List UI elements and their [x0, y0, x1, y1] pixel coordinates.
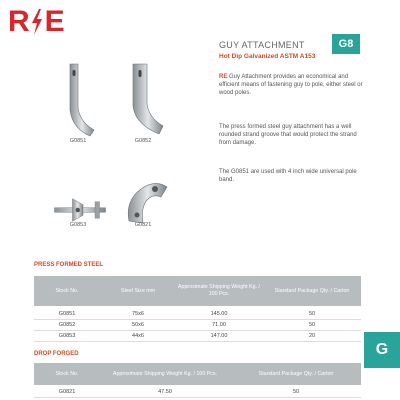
- cell-weight: 147.00: [210, 333, 228, 339]
- chapter-side-tab: G: [364, 332, 400, 368]
- table-header-drop-forged: [34, 363, 361, 385]
- column-header-package: Standard Package Qty. / Carton: [274, 287, 350, 294]
- column-header-weight: Approximate Shipping Weight Kg. / 100 Pcs.: [177, 284, 261, 297]
- table-row: [34, 309, 361, 320]
- section-title-press-formed: PRESS FORMED STEEL: [34, 262, 104, 268]
- cell-stock: G0851: [58, 311, 76, 317]
- cell-weight: 145.00: [210, 311, 228, 317]
- brand-inline: RE: [219, 74, 228, 80]
- description-paragraph-1: [219, 73, 369, 97]
- cell-stock: G0853: [58, 333, 76, 339]
- cell-size: 50x6: [132, 322, 144, 328]
- guy-attachment-g0852-image: [115, 58, 175, 138]
- cell-stock: G0852: [58, 322, 76, 328]
- description-paragraph-3: The G0851 are used with 4 inch wide universal pole band.: [219, 169, 357, 183]
- column-header-stock: Stock No.: [55, 370, 79, 377]
- cell-stock: G0821: [58, 389, 76, 395]
- cell-size: 75x6: [132, 311, 144, 317]
- product-label-g0821: G0821: [134, 222, 152, 228]
- page-title: GUY ATTACHMENT: [219, 40, 305, 50]
- cell-weight: 47.50: [158, 389, 172, 395]
- column-header-weight: Approximate Shipping Weight Kg. / 100 Pcs.: [112, 370, 218, 377]
- brand-logo: [8, 5, 64, 38]
- column-header-stock: Stock No.: [55, 287, 79, 294]
- description-text-1: Guy Attachment provides an economical and efficient means of fastening guy to pole, either steel or wood poles.: [219, 74, 363, 96]
- cell-package: 50: [292, 389, 300, 395]
- table-row: [34, 331, 361, 342]
- product-label-g0853: G0853: [69, 222, 87, 228]
- guy-attachment-g0853-image: [50, 170, 110, 250]
- guy-attachment-g0821-image: [115, 165, 175, 245]
- lightning-bolt-icon: [30, 9, 44, 35]
- guy-attachment-g0851-image: [50, 60, 110, 140]
- logo-letter-r: R: [8, 5, 29, 38]
- table-row: [34, 320, 361, 331]
- cell-size: 44x6: [132, 333, 144, 339]
- page-subtitle: Hot Dip Galvanized ASTM A153: [219, 53, 316, 60]
- column-header-size: Steel Size mm: [120, 287, 156, 294]
- cell-package: 50: [308, 322, 316, 328]
- cell-package: 20: [308, 333, 316, 339]
- column-header-package: Standard Package Qty. / Carton: [258, 370, 334, 377]
- product-label-g0851: G0851: [69, 138, 87, 144]
- cell-weight: 71.00: [212, 322, 226, 328]
- description-paragraph-2: The press formed steel guy attachment has a well rounded strand groove that would protect the strand from damage.: [219, 124, 357, 146]
- product-label-g0852: G0852: [134, 138, 152, 144]
- cell-package: 50: [308, 311, 316, 317]
- section-code-badge: G8: [332, 34, 360, 54]
- logo-letter-e: E: [44, 5, 64, 38]
- section-title-drop-forged: DROP FORGED: [34, 351, 79, 357]
- table-row: [34, 387, 361, 398]
- table-header-press-formed: [34, 276, 361, 306]
